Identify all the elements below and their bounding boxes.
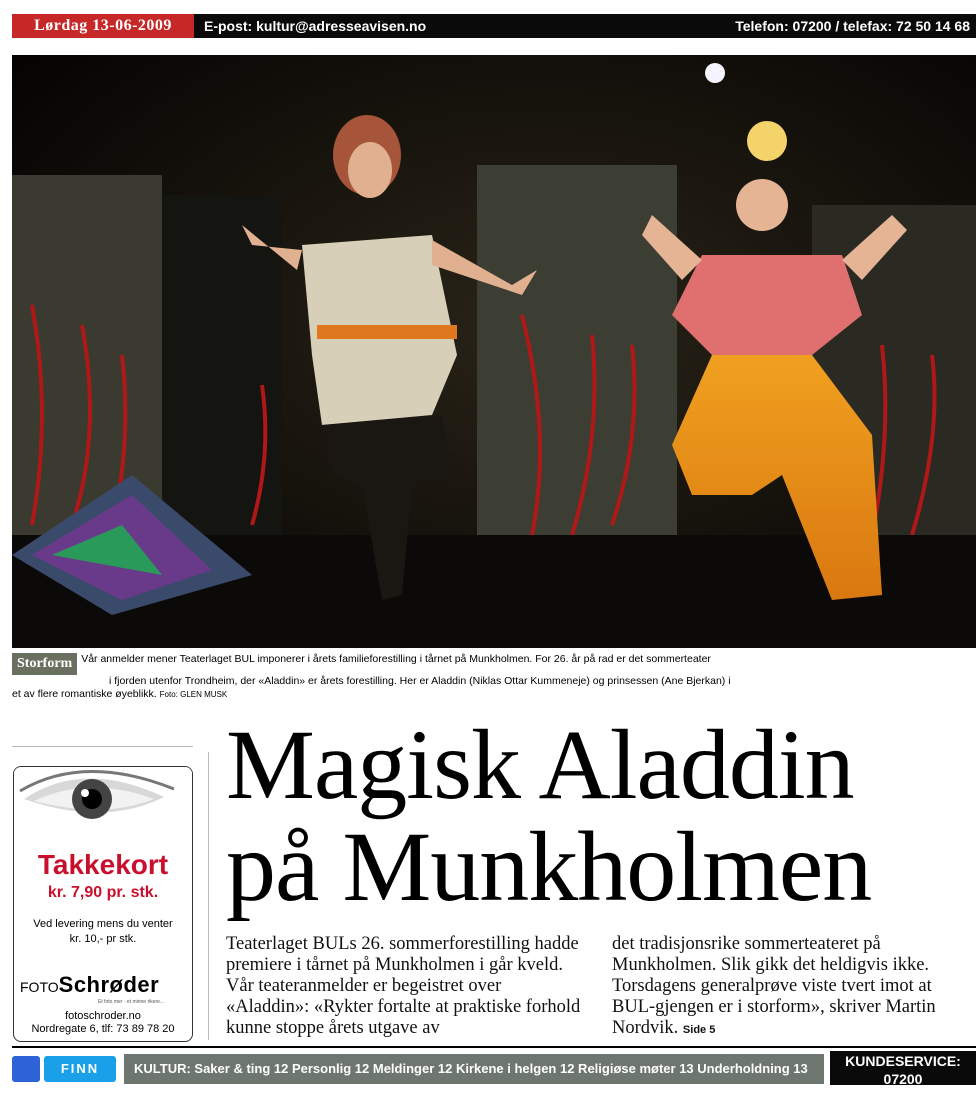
issue-date: Lørdag 13-06-2009 <box>12 14 194 38</box>
photo-caption <box>12 653 976 701</box>
footer-rule <box>12 1046 976 1048</box>
caption-tag: Storform <box>12 653 77 675</box>
advert-address: Nordregate 6, tlf: 73 89 78 20 <box>31 1023 175 1035</box>
stage-photo <box>12 55 976 648</box>
advert-box[interactable] <box>13 766 193 1042</box>
caption-line-2: i fjorden utenfor Trondheim, der «Aladdin» er årets forestilling. Her er Aladdin (Niklas Ottar Kummeneje) og prinsessen (Ane Bjerkan) i <box>109 675 731 687</box>
photo-credit: Foto: GLEN MUSK <box>159 690 228 699</box>
headline-line-1: Magisk Aladdin <box>226 709 854 820</box>
brand-prefix: FOTO <box>20 979 59 995</box>
advert-price: kr. 7,90 pr. stk. <box>47 884 159 901</box>
advert-note-line-2: kr. 10,- pr stk. <box>69 933 137 945</box>
customer-service-email[interactable]: kundeservice@adresseavisen.no <box>832 1089 974 1099</box>
eye-icon <box>14 767 192 847</box>
caption-line-1: Vår anmelder mener Teaterlaget BUL imponerer i årets familieforestilling i tårnet på Munkholmen. For 26. år på rad er det sommerteater <box>81 653 711 665</box>
article-column-2 <box>612 934 974 1041</box>
brand-name: Schrøder <box>58 972 160 997</box>
advert-top-rule <box>12 746 193 747</box>
customer-service-phone: KUNDESERVICE: 07200 <box>845 1053 961 1087</box>
contact-phone: Telefon: 07200 / telefax: 72 50 14 68 <box>735 18 970 34</box>
caption-line-3: et av flere romantiske øyeblikk. <box>12 688 157 700</box>
advert-slogan: Et foto mer - et minne rikere... <box>98 999 165 1005</box>
advert-website[interactable]: fotoschroder.no <box>65 1010 141 1022</box>
column-divider <box>208 752 209 1040</box>
contact-email[interactable]: E-post: kultur@adresseavisen.no <box>204 18 427 34</box>
stage-photo-illustration <box>12 55 976 648</box>
section-index: KULTUR: Saker & ting 12 Personlig 12 Meldinger 12 Kirkene i helgen 12 Religiøse møter 13 Underholdning 13 <box>124 1054 824 1084</box>
headline-line-2: på Munkholmen <box>226 811 872 922</box>
page-reference[interactable]: Side 5 <box>682 1024 716 1036</box>
article-headline[interactable] <box>226 709 976 922</box>
advert-note-line-1: Ved levering mens du venter <box>33 918 173 930</box>
finn-logo[interactable]: FINN <box>44 1056 116 1082</box>
adresseavisen-logo-icon[interactable] <box>12 1056 40 1082</box>
article-column-2-text: det tradisjonsrike sommerteateret på Munkholmen. Slik gikk det heldigvis ikke. Torsdagens generalprøve viste tvert imot at BUL-gjengen er i storform», skriver Martin Nordvik. <box>612 934 936 1038</box>
advert-note <box>18 917 188 947</box>
advert-brand <box>20 972 159 998</box>
customer-service <box>830 1051 976 1099</box>
top-bar <box>12 14 976 38</box>
advert-title: Takkekort <box>37 849 169 880</box>
article-column-1: Teaterlaget BULs 26. sommerforestilling hadde premiere i tårnet på Munkholmen i går kveld. Vår teateranmelder er begeistret over «Aladdin»: «Rykter fortalte at praktiske forhold kunne stoppe årets utgave av <box>226 934 581 1038</box>
